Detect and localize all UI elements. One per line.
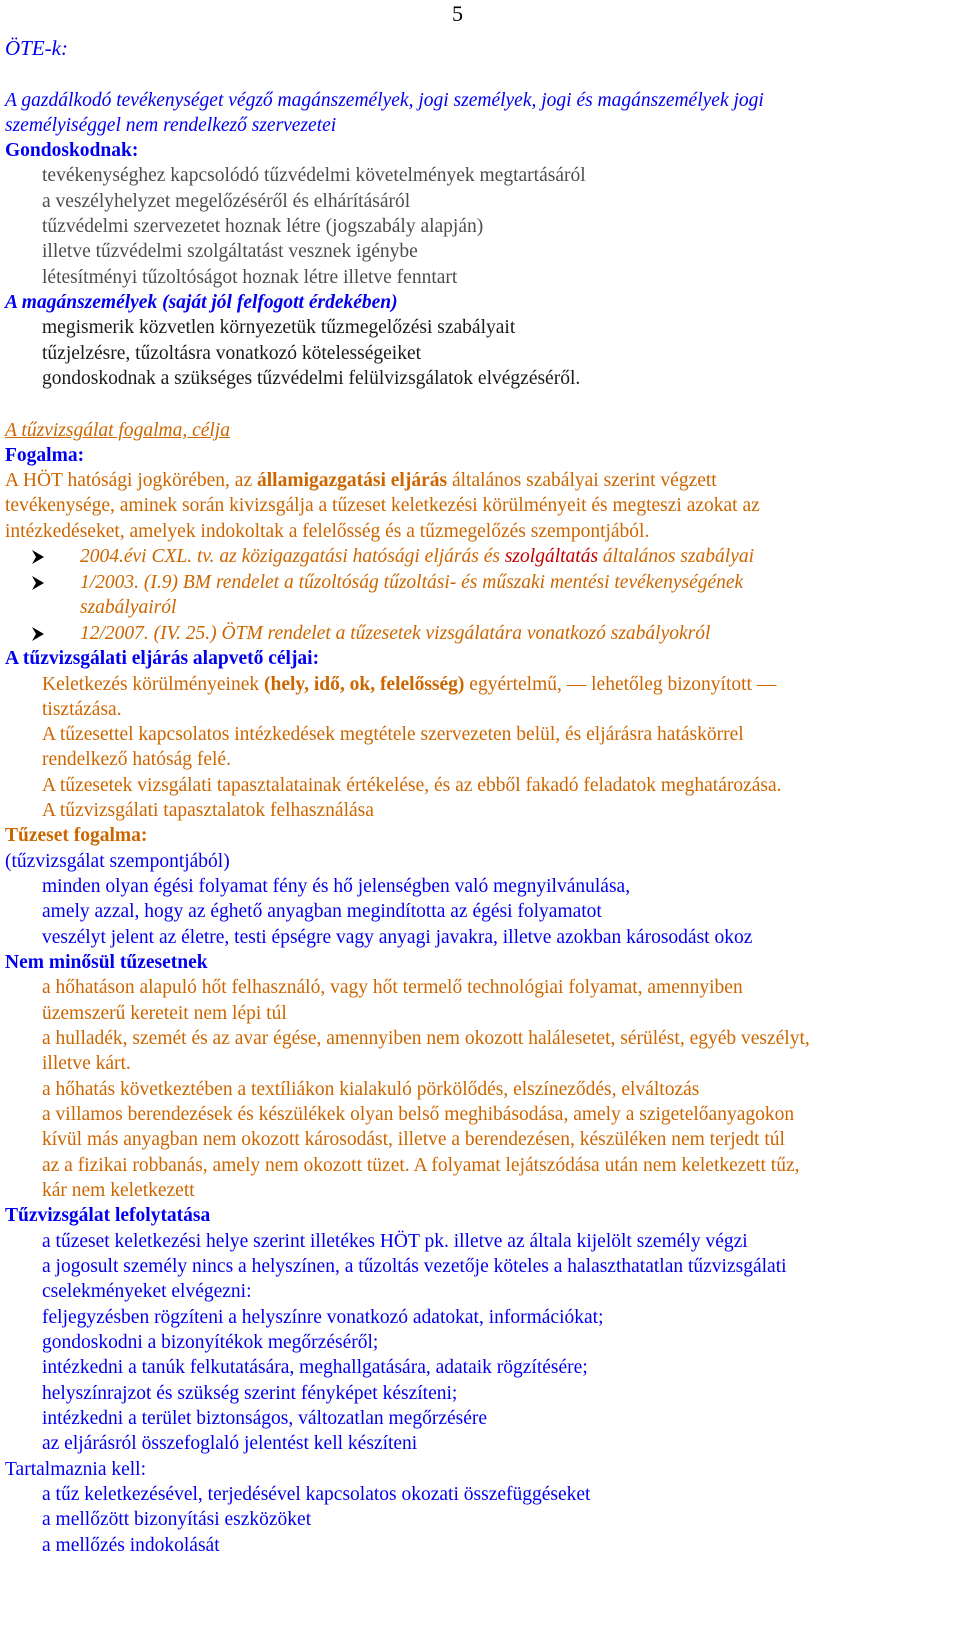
not-fire-line: a villamos berendezések és készülékek olyan belső meghibásodása, amely a szigetelőanyagokon bbox=[42, 1104, 795, 1125]
private-item: megismerik közvetlen környezetük tűzmegelőzési szabályait bbox=[42, 317, 516, 338]
private-item: tűzjelzésre, tűzoltásra vonatkozó kötelességeiket bbox=[42, 343, 422, 364]
care-item: a veszélyhelyzet megelőzéséről és elhárításáról bbox=[42, 191, 411, 212]
fire-case-item: minden olyan égési folyamat fény és hő jelenségben való megnyilvánulása, bbox=[42, 876, 631, 897]
law-highlight: szolgáltatás bbox=[504, 546, 599, 567]
procedure-line: feljegyzésben rögzíteni a helyszínre vonatkozó adatokat, információkat; bbox=[42, 1307, 604, 1328]
contents-line: a tűz keletkezésével, terjedésével kapcsolatos okozati összefüggéseket bbox=[42, 1484, 591, 1505]
care-heading: Gondoskodnak: bbox=[5, 140, 139, 161]
ote-org-line-2: személyiséggel nem rendelkező szervezetei bbox=[5, 115, 337, 136]
procedure-heading: Tűzvizsgálat lefolytatása bbox=[5, 1205, 211, 1226]
goal-2: A tűzesettel kapcsolatos intézkedések megtétele szervezeten belül, és eljárásra hatáskörrel bbox=[42, 724, 744, 745]
page-number: 5 bbox=[452, 1, 463, 26]
not-fire-line: illetve kárt. bbox=[42, 1053, 131, 1074]
fire-case-heading: Tűzeset fogalma: bbox=[5, 825, 148, 846]
care-item: tűzvédelmi szervezetet hoznak létre (jogszabály alapján) bbox=[42, 216, 484, 237]
procedure-line: intézkedni a terület biztonságos, változatlan megőrzésére bbox=[42, 1408, 488, 1429]
care-item: tevékenységhez kapcsolódó tűzvédelmi követelmények megtartásáról bbox=[42, 165, 586, 186]
contents-line: a mellőzés indokolását bbox=[42, 1535, 220, 1556]
procedure-line: helyszínrajzot és szükség szerint fényképet készíteni; bbox=[42, 1383, 458, 1404]
law-text: 2004.évi CXL. tv. az közigazgatási hatósági eljárás és bbox=[80, 546, 505, 567]
concept-title: A tűzvizsgálat fogalma, célja bbox=[5, 420, 230, 441]
procedure-line: a tűzeset keletkezési helye szerint illetékes HÖT pk. illetve az általa kijelölt személy végzi bbox=[42, 1231, 748, 1252]
not-fire-line: üzemszerű kereteit nem lépi túl bbox=[42, 1003, 287, 1024]
arrow-bullet-icon bbox=[30, 626, 46, 642]
goal-text: Keletkezés körülményeinek bbox=[42, 674, 264, 695]
law-reference-3: 12/2007. (IV. 25.) ÖTM rendelet a tűzesetek vizsgálatára vonatkozó szabályokról bbox=[80, 623, 711, 644]
definition-line-3: intézkedéseket, amelyek indokoltak a felelősség és a tűzmegelőzés szempontjából. bbox=[5, 521, 650, 542]
goal-1 bbox=[42, 673, 776, 697]
procedure-line: intézkedni a tanúk felkutatására, meghallgatására, adataik rögzítésére; bbox=[42, 1357, 588, 1378]
not-fire-line: az a fizikai robbanás, amely nem okozott tüzet. A folyamat lejátszódása után nem keletkezett tűz, bbox=[42, 1155, 800, 1176]
definition-text: általános szabályai szerint végzett bbox=[447, 470, 717, 491]
private-heading: A magánszemélyek (saját jól felfogott érdekében) bbox=[5, 292, 398, 313]
procedure-line: az eljárásról összefoglaló jelentést kell készíteni bbox=[42, 1433, 418, 1454]
definition-label: Fogalma: bbox=[5, 445, 85, 466]
law-text: általános szabályai bbox=[598, 546, 755, 567]
definition-bold-term: államigazgatási eljárás bbox=[257, 470, 448, 491]
not-fire-line: a hőhatás következtében a textíliákon kialakuló pörkölődés, elszíneződés, elváltozás bbox=[42, 1079, 700, 1100]
definition-line-2: tevékenysége, aminek során kivizsgálja a tűzeset keletkezési körülményeit és megteszi azokat az bbox=[5, 495, 760, 516]
fire-case-item: veszélyt jelent az életre, testi épségre vagy anyagi javakra, illetve azokban károsodást okoz bbox=[42, 927, 753, 948]
care-item: létesítményi tűzoltóságot hoznak létre illetve fenntart bbox=[42, 267, 458, 288]
goals-heading: A tűzvizsgálati eljárás alapvető céljai: bbox=[5, 648, 320, 669]
goal-4: A tűzvizsgálati tapasztalatok felhasználása bbox=[42, 800, 374, 821]
contents-line: a mellőzött bizonyítási eszközöket bbox=[42, 1509, 312, 1530]
procedure-line: cselekményeket elvégezni: bbox=[42, 1281, 252, 1302]
ote-heading: ÖTE-k: bbox=[5, 36, 68, 60]
fire-case-item: amely azzal, hogy az éghető anyagban megindította az égési folyamatot bbox=[42, 901, 602, 922]
procedure-line: gondoskodni a bizonyítékok megőrzéséről; bbox=[42, 1332, 379, 1353]
not-fire-line: kár nem keletkezett bbox=[42, 1180, 195, 1201]
goal-2-cont: rendelkező hatóság felé. bbox=[42, 749, 231, 770]
law-reference-2-cont: szabályairól bbox=[80, 597, 177, 618]
care-item: illetve tűzvédelmi szolgáltatást vesznek igénybe bbox=[42, 241, 418, 262]
goal-3: A tűzesetek vizsgálati tapasztalatainak értékelése, és az ebből fakadó feladatok meghatározása. bbox=[42, 775, 782, 796]
ote-org-line-1: A gazdálkodó tevékenységet végző magánszemélyek, jogi személyek, jogi és magánszemélyek jogi bbox=[5, 90, 764, 111]
definition-line-1 bbox=[5, 469, 717, 493]
goal-text: egyértelmű, — lehetőleg bizonyított — bbox=[464, 674, 777, 695]
arrow-bullet-icon bbox=[30, 575, 46, 591]
private-item: gondoskodnak a szükséges tűzvédelmi felülvizsgálatok elvégzéséről. bbox=[42, 368, 581, 389]
not-fire-line: a hulladék, szemét és az avar égése, amennyiben nem okozott halálesetet, sérülést, egyéb veszélyt, bbox=[42, 1028, 810, 1049]
not-fire-heading: Nem minősül tűzesetnek bbox=[5, 952, 208, 973]
contents-heading: Tartalmaznia kell: bbox=[5, 1459, 147, 1480]
not-fire-line: kívül más anyagban nem okozott károsodást, illetve a berendezésen, készüléken nem terjedt túl bbox=[42, 1129, 785, 1150]
law-reference-1 bbox=[80, 545, 754, 569]
goal-bold-term: (hely, idő, ok, felelősség) bbox=[264, 674, 465, 695]
arrow-bullet-icon bbox=[30, 549, 46, 565]
not-fire-line: a hőhatáson alapuló hőt felhasználó, vagy hőt termelő technológiai folyamat, amennyiben bbox=[42, 977, 743, 998]
procedure-line: a jogosult személy nincs a helyszínen, a tűzoltás vezetője köteles a halaszthatatlan tűzvizsgálati bbox=[42, 1256, 787, 1277]
law-reference-2: 1/2003. (I.9) BM rendelet a tűzoltóság tűzoltási- és műszaki mentési tevékenységének bbox=[80, 572, 744, 593]
fire-case-subheading: (tűzvizsgálat szempontjából) bbox=[5, 851, 230, 872]
goal-1-cont: tisztázása. bbox=[42, 699, 122, 720]
definition-text: A HÖT hatósági jogkörében, az bbox=[5, 470, 257, 491]
